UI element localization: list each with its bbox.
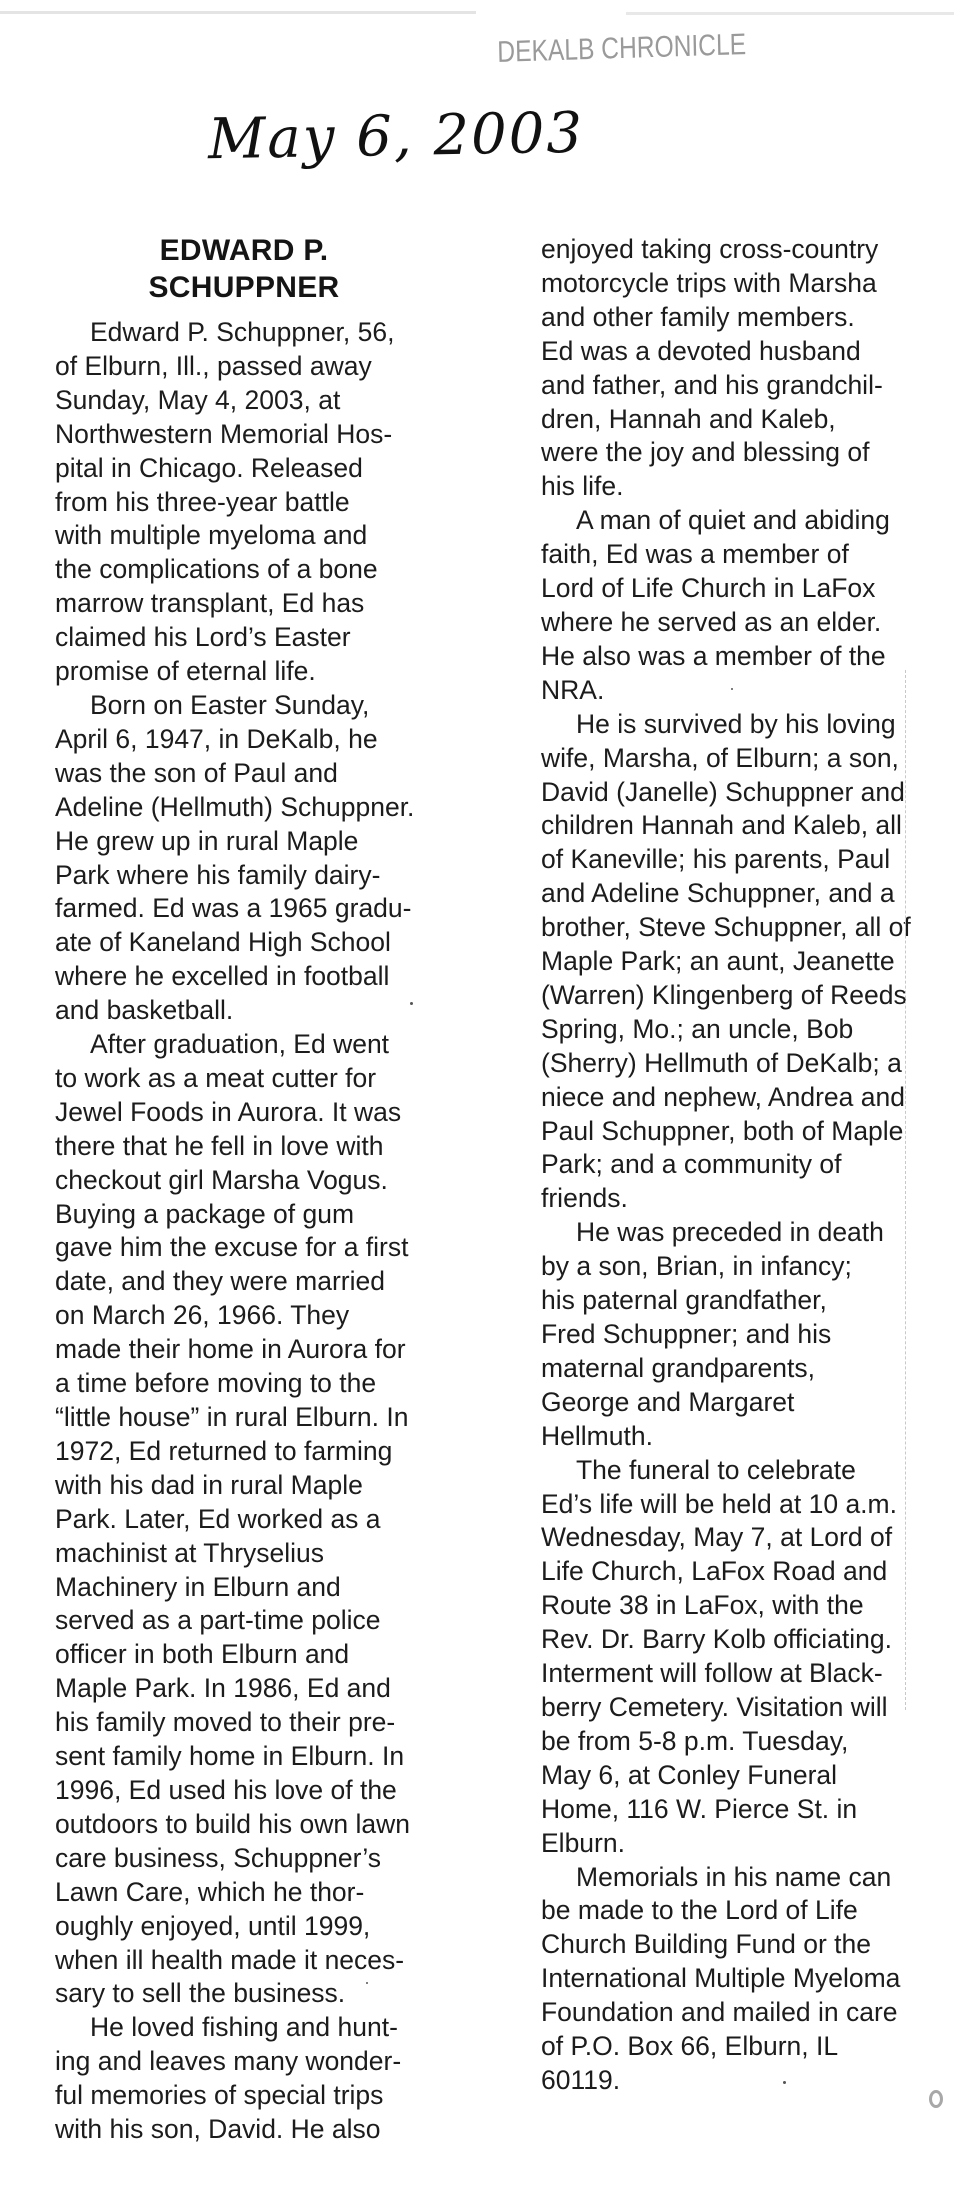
text-line: sent family home in Elburn. In: [55, 1741, 405, 1772]
text-line: and other family members.: [541, 301, 855, 332]
text-line: NRA.: [541, 674, 605, 705]
text-line: was the son of Paul and: [55, 757, 338, 788]
text-line: served as a part-time police: [55, 1605, 381, 1636]
text-line: when ill health made it neces-: [55, 1944, 405, 1975]
print-speck: [366, 1982, 368, 1984]
text-line: Wednesday, May 7, at Lord of: [541, 1522, 893, 1553]
text-line: be made to the Lord of Life: [541, 1895, 858, 1926]
text-line: Paul Schuppner, both of Maple: [541, 1115, 904, 1146]
text-line: claimed his Lord’s Easter: [55, 622, 351, 653]
text-line: Interment will follow at Black-: [541, 1658, 883, 1689]
paragraph-first-line: He loved fishing and hunt-: [90, 2012, 398, 2043]
text-line: be from 5-8 p.m. Tuesday,: [541, 1725, 849, 1756]
text-line: May 6, at Conley Funeral: [541, 1759, 838, 1790]
text-line: faith, Ed was a member of: [541, 539, 849, 570]
text-line: Home, 116 W. Pierce St. in: [541, 1793, 858, 1824]
text-line: dren, Hannah and Kaleb,: [541, 403, 836, 434]
text-line: Jewel Foods in Aurora. It was: [55, 1096, 402, 1127]
text-line: Ed was a devoted husband: [541, 335, 861, 366]
paragraph-first-line: After graduation, Ed went: [90, 1029, 390, 1060]
fold-crease-line: [905, 670, 906, 1710]
text-line: friends.: [541, 1183, 628, 1214]
obituary-left-column: [55, 316, 433, 2147]
text-line: machinist at Thryselius: [55, 1537, 325, 1568]
text-line: outdoors to build his own lawn: [55, 1808, 411, 1839]
text-line: date, and they were married: [55, 1266, 385, 1297]
text-line: Hellmuth.: [541, 1420, 653, 1451]
text-line: officer in both Elburn and: [55, 1639, 350, 1670]
text-line: his family moved to their pre-: [55, 1707, 396, 1738]
scan-edge-line: [0, 11, 476, 14]
text-line: by a son, Brian, in infancy;: [541, 1251, 852, 1282]
text-line: ate of Kaneland High School: [55, 927, 391, 958]
text-line: to work as a meat cutter for: [55, 1062, 377, 1093]
print-speck: [783, 2081, 786, 2084]
text-line: and Adeline Schuppner, and a: [541, 878, 895, 909]
text-line: niece and nephew, Andrea and: [541, 1081, 905, 1112]
text-line: on March 26, 1966. They: [55, 1300, 350, 1331]
text-line: Lawn Care, which he thor-: [55, 1876, 365, 1907]
text-line: pital in Chicago. Released: [55, 452, 363, 483]
obituary-headline: [55, 232, 433, 306]
scan-edge-line: [626, 12, 954, 15]
text-line: Buying a package of gum: [55, 1198, 355, 1229]
text-line: Park; and a community of: [541, 1149, 842, 1180]
text-line: where he served as an elder.: [541, 606, 882, 637]
headline-line: EDWARD P.: [159, 234, 329, 267]
text-line: Rev. Dr. Barry Kolb officiating.: [541, 1624, 893, 1655]
text-line: where he excelled in football: [55, 961, 390, 992]
text-line: Route 38 in LaFox, with the: [541, 1590, 864, 1621]
text-line: (Warren) Klingenberg of Reeds: [541, 979, 907, 1010]
text-line: Northwestern Memorial Hos-: [55, 418, 393, 449]
paragraph-first-line: He is survived by his loving: [576, 708, 896, 739]
text-line: with multiple myeloma and: [55, 520, 368, 551]
text-line: Foundation and mailed in care: [541, 1997, 898, 2028]
paragraph-first-line: Born on Easter Sunday,: [90, 689, 370, 720]
text-line: Elburn.: [541, 1827, 625, 1858]
text-line: from his three-year battle: [55, 486, 350, 517]
text-line: Church Building Fund or the: [541, 1929, 871, 1960]
text-line: a time before moving to the: [55, 1368, 377, 1399]
text-line: Life Church, LaFox Road and: [541, 1556, 888, 1587]
text-line: were the joy and blessing of: [541, 437, 870, 468]
text-line: 60119.: [541, 2064, 621, 2095]
text-line: made their home in Aurora for: [55, 1334, 406, 1365]
circle-mark-icon: [929, 2090, 943, 2108]
text-line: David (Janelle) Schuppner and: [541, 776, 905, 807]
text-line: 1996, Ed used his love of the: [55, 1774, 397, 1805]
paragraph-first-line: Edward P. Schuppner, 56,: [90, 317, 395, 347]
text-line: Maple Park; an aunt, Jeanette: [541, 946, 895, 977]
text-line: children Hannah and Kaleb, all: [541, 810, 902, 841]
handwritten-date: May 6, 2003: [207, 100, 585, 173]
paragraph-first-line: The funeral to celebrate: [576, 1454, 856, 1485]
text-line: Maple Park. In 1986, Ed and: [55, 1673, 391, 1704]
publication-stamp: DEKALB CHRONICLE: [497, 28, 747, 69]
text-line: maternal grandparents,: [541, 1352, 815, 1383]
text-line: Machinery in Elburn and: [55, 1571, 341, 1602]
text-line: Park where his family dairy-: [55, 859, 381, 890]
text-line: of P.O. Box 66, Elburn, IL: [541, 2031, 839, 2062]
text-line: 1972, Ed returned to farming: [55, 1435, 393, 1466]
text-line: with his dad in rural Maple: [55, 1469, 363, 1500]
text-line: farmed. Ed was a 1965 gradu-: [55, 893, 412, 924]
text-line: checkout girl Marsha Vogus.: [55, 1164, 388, 1195]
text-line: of Elburn, Ill., passed away: [55, 350, 372, 381]
print-speck: [731, 688, 733, 690]
text-line: gave him the excuse for a first: [55, 1232, 409, 1263]
text-line: enjoyed taking cross-country: [541, 234, 879, 264]
paragraph-first-line: A man of quiet and abiding: [576, 505, 890, 536]
text-line: sary to sell the business.: [55, 1978, 346, 2009]
text-line: Ed’s life will be held at 10 a.m.: [541, 1488, 897, 1519]
text-line: “little house” in rural Elburn. In: [55, 1402, 409, 1432]
text-line: Lord of Life Church in LaFox: [541, 573, 876, 604]
text-line: his paternal grandfather,: [541, 1285, 827, 1316]
text-line: wife, Marsha, of Elburn; a son,: [541, 742, 899, 773]
text-line: berry Cemetery. Visitation will: [541, 1691, 888, 1722]
text-line: his life.: [541, 471, 624, 502]
text-line: brother, Steve Schuppner, all of: [541, 912, 911, 943]
text-line: there that he fell in love with: [55, 1130, 384, 1161]
text-line: Park. Later, Ed worked as a: [55, 1503, 381, 1534]
print-speck: [410, 1002, 413, 1005]
text-line: (Sherry) Hellmuth of DeKalb; a: [541, 1047, 902, 1078]
text-line: Spring, Mo.; an uncle, Bob: [541, 1013, 854, 1044]
text-line: marrow transplant, Ed has: [55, 588, 365, 619]
text-line: the complications of a bone: [55, 554, 378, 585]
text-line: oughly enjoyed, until 1999,: [55, 1910, 371, 1941]
text-line: promise of eternal life.: [55, 656, 316, 687]
text-line: George and Margaret: [541, 1386, 795, 1417]
text-line: of Kaneville; his parents, Paul: [541, 844, 891, 875]
text-line: care business, Schuppner’s: [55, 1842, 382, 1873]
text-line: He grew up in rural Maple: [55, 825, 359, 856]
text-line: ful memories of special trips: [55, 2080, 384, 2111]
text-line: International Multiple Myeloma: [541, 1963, 901, 1994]
headline-line: SCHUPPNER: [148, 271, 340, 304]
text-line: ing and leaves many wonder-: [55, 2046, 402, 2077]
text-line: and father, and his grandchil-: [541, 369, 883, 400]
paragraph-first-line: He was preceded in death: [576, 1217, 884, 1248]
text-line: and basketball.: [55, 995, 234, 1026]
text-line: Fred Schuppner; and his: [541, 1319, 832, 1349]
text-line: Adeline (Hellmuth) Schuppner.: [55, 791, 415, 822]
obituary-right-column: [541, 233, 911, 2098]
text-line: motorcycle trips with Marsha: [541, 267, 877, 298]
text-line: with his son, David. He also: [55, 2114, 381, 2145]
text-line: Sunday, May 4, 2003, at: [55, 384, 341, 415]
text-line: He also was a member of the: [541, 640, 886, 671]
paragraph-first-line: Memorials in his name can: [576, 1861, 892, 1892]
text-line: April 6, 1947, in DeKalb, he: [55, 723, 378, 754]
